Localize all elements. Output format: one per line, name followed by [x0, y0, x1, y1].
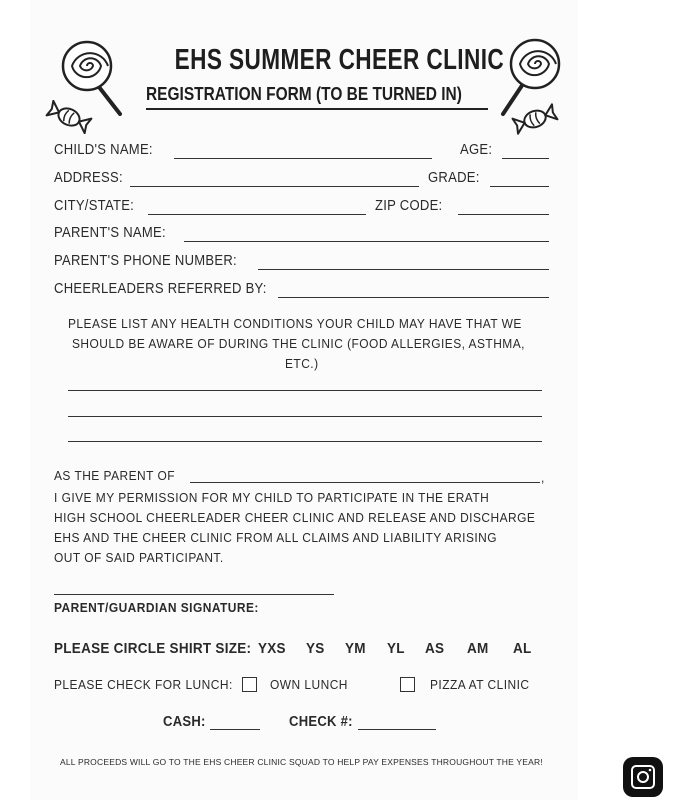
- form-title: EHS SUMMER CHEER CLINIC: [174, 44, 505, 76]
- cash-label: CASH:: [163, 714, 206, 730]
- shirt-size-as[interactable]: AS: [425, 640, 445, 657]
- health-text-line3: ETC.): [285, 356, 319, 371]
- permission-line2: HIGH SCHOOL CHEERLEADER CHEER CLINIC AND RELEASE AND DISCHARGE: [54, 510, 536, 525]
- camera-icon[interactable]: [623, 757, 663, 797]
- age-label: AGE:: [460, 142, 493, 158]
- health-line-2[interactable]: [68, 416, 542, 417]
- grade-label: GRADE:: [428, 170, 480, 186]
- shirt-size-al[interactable]: AL: [513, 640, 532, 657]
- candy-icon-right: [510, 102, 560, 136]
- shirt-size-yxs[interactable]: YXS: [258, 640, 286, 657]
- parent-phone-label: PARENT'S PHONE NUMBER:: [54, 253, 237, 269]
- health-line-3[interactable]: [68, 441, 542, 442]
- candy-icon-left: [44, 100, 94, 134]
- health-text-line1: PLEASE LIST ANY HEALTH CONDITIONS YOUR CHILD MAY HAVE THAT WE: [68, 316, 522, 331]
- address-label: ADDRESS:: [54, 170, 123, 186]
- referred-by-field[interactable]: [278, 297, 549, 298]
- shirt-size-ys[interactable]: YS: [306, 640, 325, 657]
- shirt-size-am[interactable]: AM: [467, 640, 489, 657]
- shirt-size-yl[interactable]: YL: [387, 640, 405, 657]
- child-name-label: CHILD'S NAME:: [54, 142, 153, 158]
- signature-field[interactable]: [54, 594, 334, 595]
- address-field[interactable]: [130, 186, 419, 187]
- shirt-size-label: PLEASE CIRCLE SHIRT SIZE:: [54, 640, 252, 657]
- city-state-label: CITY/STATE:: [54, 198, 135, 214]
- shirt-size-ym[interactable]: YM: [345, 640, 366, 657]
- lunch-label: PLEASE CHECK FOR LUNCH:: [54, 677, 233, 692]
- permission-line3: EHS AND THE CHEER CLINIC FROM ALL CLAIMS AND LIABILITY ARISING: [54, 530, 498, 545]
- permission-comma: ,: [541, 470, 545, 485]
- footer-note: ALL PROCEEDS WILL GO TO THE EHS CHEER CLINIC SQUAD TO HELP PAY EXPENSES THROUGHOUT THE YEAR!: [60, 757, 543, 767]
- grade-field[interactable]: [490, 186, 549, 187]
- check-label: CHECK #:: [289, 714, 353, 730]
- child-name-field[interactable]: [174, 158, 432, 159]
- own-lunch-checkbox[interactable]: [242, 677, 257, 692]
- parent-phone-field[interactable]: [258, 269, 549, 270]
- health-text-line2: SHOULD BE AWARE OF DURING THE CLINIC (FOOD ALLERGIES, ASTHMA,: [72, 336, 525, 351]
- permission-line1: I GIVE MY PERMISSION FOR MY CHILD TO PARTICIPATE IN THE ERATH: [54, 490, 490, 505]
- parent-of-label: AS THE PARENT OF: [54, 468, 176, 483]
- permission-line4: OUT OF SAID PARTICIPANT.: [54, 550, 224, 565]
- zip-label: ZIP CODE:: [375, 198, 443, 214]
- parent-name-field[interactable]: [184, 241, 549, 242]
- pizza-label: PIZZA AT CLINIC: [430, 677, 530, 692]
- form-subtitle: REGISTRATION FORM (TO BE TURNED IN): [146, 84, 462, 104]
- own-lunch-label: OWN LUNCH: [270, 677, 348, 692]
- check-field[interactable]: [358, 729, 436, 730]
- city-state-field[interactable]: [148, 214, 366, 215]
- signature-label: PARENT/GUARDIAN SIGNATURE:: [54, 600, 259, 615]
- child-name-permission-field[interactable]: [190, 482, 540, 483]
- health-line-1[interactable]: [68, 390, 542, 391]
- subtitle-underline: [146, 108, 488, 110]
- zip-field[interactable]: [458, 214, 549, 215]
- parent-name-label: PARENT'S NAME:: [54, 225, 166, 241]
- age-field[interactable]: [502, 158, 549, 159]
- referred-by-label: CHEERLEADERS REFERRED BY:: [54, 281, 267, 297]
- pizza-checkbox[interactable]: [400, 677, 415, 692]
- cash-field[interactable]: [210, 729, 260, 730]
